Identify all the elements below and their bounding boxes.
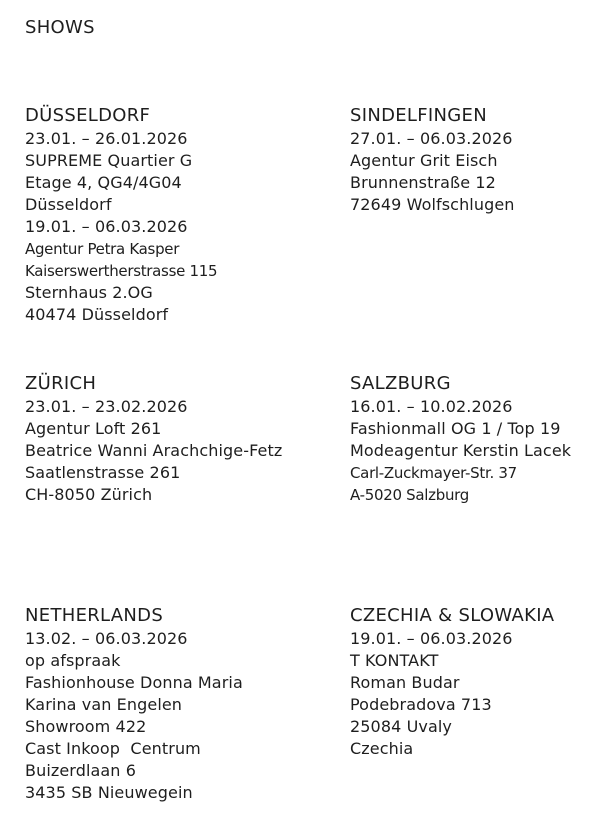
address-line: Etage 4, QG4/4G04 [25, 173, 182, 192]
address-line: Showroom 422 [25, 717, 147, 736]
address-line: Czechia [350, 739, 414, 758]
show-details-salzburg [350, 396, 596, 506]
show-title-salzburg: SALZBURG [350, 373, 451, 394]
address-line: Fashionmall OG 1 / Top 19 [350, 419, 561, 438]
address-line: Carl-Zuckmayer-Str. 37 [350, 464, 517, 482]
show-title-duesseldorf: DÜSSELDORF [25, 105, 151, 126]
address-line: Brunnenstraße 12 [350, 173, 496, 192]
page-title: SHOWS [25, 17, 95, 38]
show-title-netherlands: NETHERLANDS [25, 605, 164, 626]
address-line: 40474 Düsseldorf [25, 305, 169, 324]
address-line: Podebradova 713 [350, 695, 492, 714]
show-dates: 27.01. – 06.03.2026 [350, 129, 513, 148]
address-line: 72649 Wolfschlugen [350, 195, 515, 214]
address-line: 25084 Uvaly [350, 717, 452, 736]
agency-name: Agentur Grit Eisch [350, 151, 498, 170]
show-dates: 19.01. – 06.03.2026 [350, 629, 513, 648]
show-block-sindelfingen [350, 104, 596, 216]
agency-name: Modeagentur Kerstin Lacek [350, 441, 572, 460]
agency-name: Agentur Loft 261 [25, 419, 162, 438]
contact-name: Beatrice Wanni Arachchige-Fetz [25, 441, 283, 460]
contact-name: Karina van Engelen [25, 695, 183, 714]
show-title-sindelfingen: SINDELFINGEN [350, 105, 487, 126]
show-details-sindelfingen [350, 128, 596, 216]
show-dates: 16.01. – 10.02.2026 [350, 397, 513, 416]
address-line: CH-8050 Zürich [25, 485, 153, 504]
address-line: SUPREME Quartier G [25, 151, 193, 170]
address-line: Buizerdlaan 6 [25, 761, 137, 780]
address-line: Sternhaus 2.OG [25, 283, 153, 302]
contact-name: Roman Budar [350, 673, 460, 692]
address-line: Kaiserswertherstrasse 115 [25, 262, 218, 280]
address-line: Saatlenstrasse 261 [25, 463, 181, 482]
address-line: Düsseldorf [25, 195, 112, 214]
address-line: Cast Inkoop Centrum [25, 739, 201, 758]
show-block-duesseldorf [25, 104, 275, 326]
show-dates: 19.01. – 06.03.2026 [25, 217, 188, 236]
show-block-czechia [350, 604, 596, 760]
show-details-netherlands [25, 628, 275, 804]
address-line: A-5020 Salzburg [350, 486, 469, 504]
show-dates: 23.01. – 23.02.2026 [25, 397, 188, 416]
show-details-czechia [350, 628, 596, 760]
show-title-czechia: CZECHIA & SLOWAKIA [350, 605, 555, 626]
show-dates: 23.01. – 26.01.2026 [25, 129, 188, 148]
address-line: 3435 SB Nieuwegein [25, 783, 193, 802]
agency-name: T KONTAKT [350, 651, 439, 670]
appointment-note: op afspraak [25, 651, 121, 670]
agency-name: Agentur Petra Kasper [25, 240, 180, 258]
show-details-zuerich [25, 396, 283, 506]
show-block-netherlands [25, 604, 275, 804]
show-block-zuerich [25, 372, 283, 506]
show-block-salzburg [350, 372, 596, 506]
show-details-duesseldorf [25, 128, 275, 326]
show-dates: 13.02. – 06.03.2026 [25, 629, 188, 648]
show-title-zuerich: ZÜRICH [25, 373, 97, 394]
agency-name: Fashionhouse Donna Maria [25, 673, 243, 692]
